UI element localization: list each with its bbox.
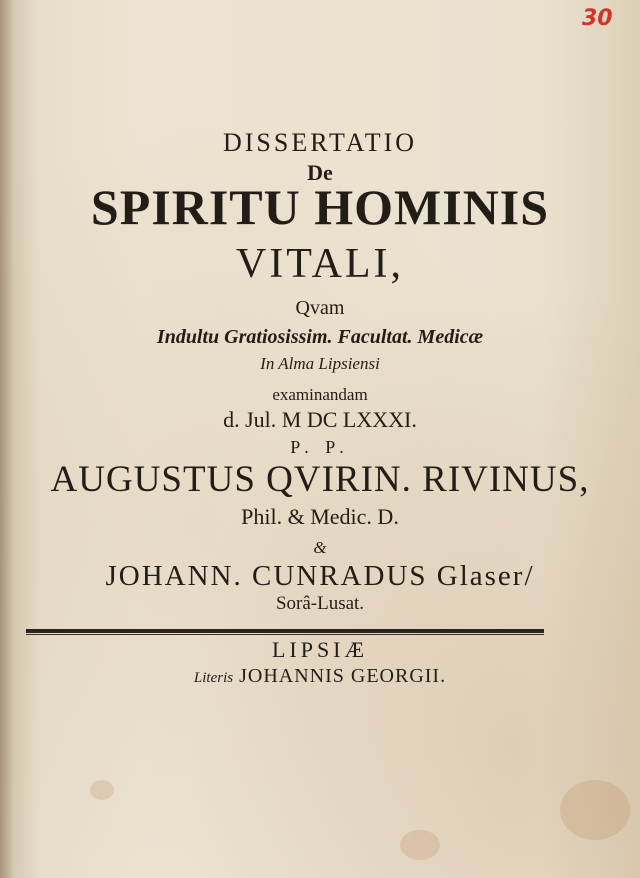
heading-dissertatio: DISSERTATIO [222,128,418,157]
foxing-stain [90,780,114,800]
title-main: SPIRITU HOMINIS [90,179,550,235]
text-qvam: Qvam [295,297,345,319]
text-date: d. Jul. M DC LXXXI. [223,407,417,432]
divider-rule-thin [26,634,544,635]
imprint-literis: Literis [193,670,234,686]
praeses-title: Phil. & Medic. D. [241,504,399,529]
imprint-printer-line [0,665,640,688]
praeses-name: AUGUSTUS QVIRIN. RIVINUS, [50,459,590,500]
foxing-stain [560,780,630,840]
respondens-name: JOHANN. CUNRADUS Glaser/ [105,560,535,592]
folio-number: 30 [582,6,613,31]
text-et: & [313,538,327,557]
foxing-stain [400,830,440,860]
imprint-city: LIPSIÆ [271,637,369,662]
text-pp: P. P. [290,437,350,457]
text-in-alma: In Alma Lipsiensi [260,354,380,373]
imprint-printer: JOHANNIS GEORGII. [239,665,447,687]
title-sub: VITALI, [235,241,405,287]
divider-rule [26,629,544,633]
heading-de: De [307,160,333,185]
text-examinandam: examinandam [272,385,368,404]
text-indultu: Indultu Gratiosissim. Facultat. Medicæ [156,326,484,348]
respondens-origin: Sorâ-Lusat. [275,593,365,614]
